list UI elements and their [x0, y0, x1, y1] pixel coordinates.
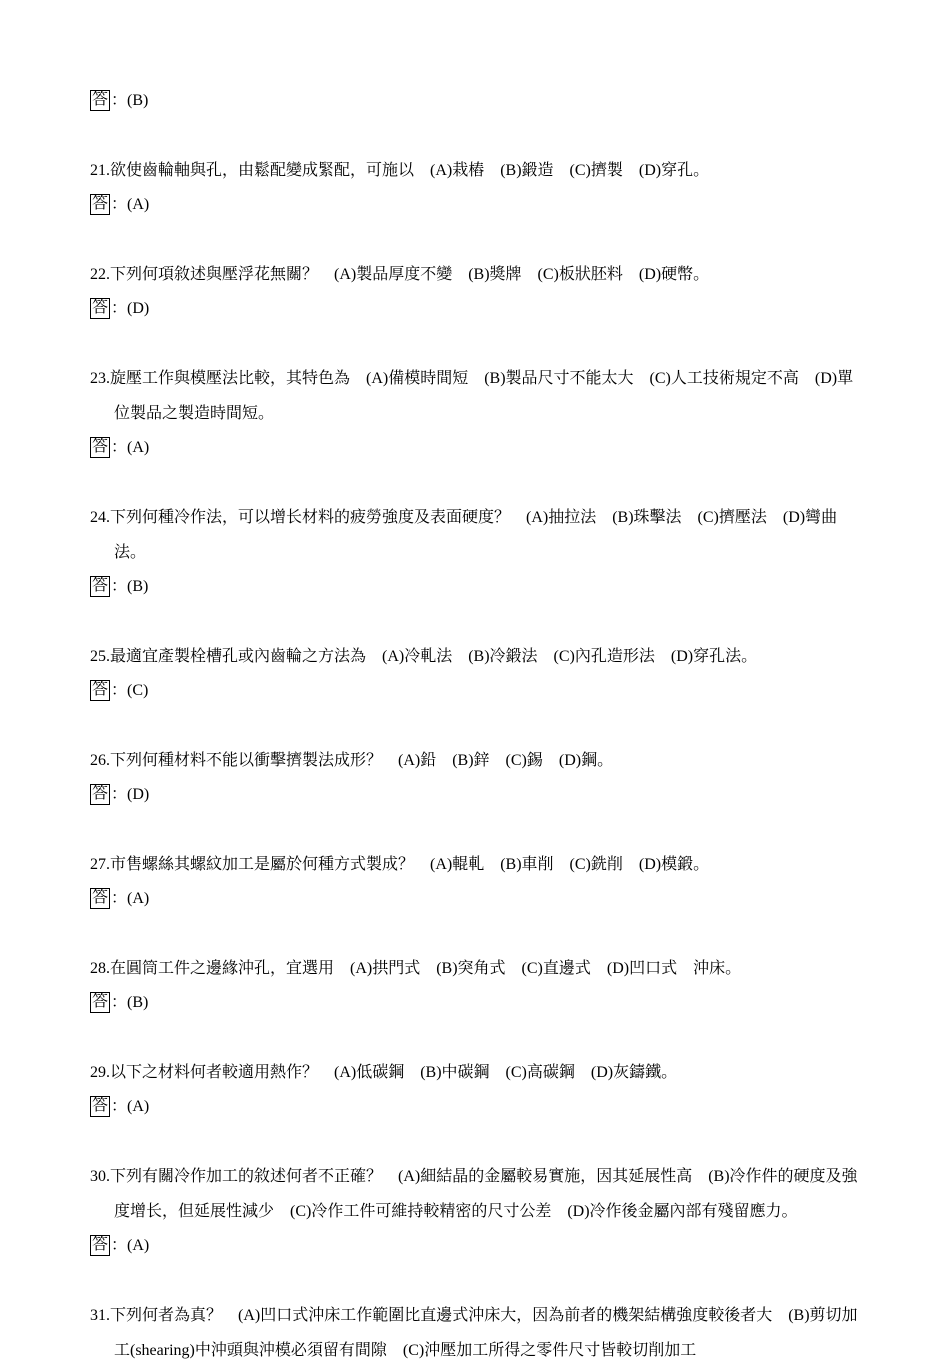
answer-value: ：(C) [111, 682, 149, 699]
answer-line [90, 296, 860, 322]
question-text: 以下之材料何者較適用熱作？ (A)低碳鋼 (B)中碳鋼 (C)高碳鋼 (D)灰鑄鐵。 [110, 1064, 678, 1081]
answer-label: 答 [90, 784, 110, 805]
question-text: 下列何項敘述與壓浮花無關？ (A)製品厚度不變 (B)獎牌 (C)板狀胚料 (D)硬幣。 [110, 266, 710, 283]
question-item [90, 500, 860, 570]
answer-line [90, 886, 860, 912]
answer-label: 答 [90, 680, 110, 701]
answer-line [90, 192, 860, 218]
question-number: 27. [90, 856, 110, 873]
answer-value: ：(A) [111, 439, 150, 456]
answer-value: ：(A) [111, 1098, 150, 1115]
question-number: 22. [90, 266, 110, 283]
answer-label: 答 [90, 90, 110, 111]
answer-label: 答 [90, 576, 110, 597]
answer-label: 答 [90, 298, 110, 319]
question-text: 最適宜產製栓槽孔或內齒輪之方法為 (A)冷軋法 (B)冷鍛法 (C)內孔造形法 (D)穿孔法。 [110, 648, 758, 665]
answer-line [90, 435, 860, 461]
question-number: 21. [90, 162, 110, 179]
question-item [90, 951, 860, 986]
answer-line [90, 1233, 860, 1259]
question-number: 28. [90, 960, 110, 977]
answer-line [90, 678, 860, 704]
question-number: 30. [90, 1168, 110, 1185]
question-text: 下列何者為真？ (A)凹口式沖床工作範圍比直邊式沖床大，因為前者的機架結構強度較後者大 (B)剪切加工(shearing)中沖頭與沖模必須留有間隙 (C)沖壓加工所得之零件尺寸皆較切削加工 [110, 1307, 858, 1359]
question-item [90, 1159, 860, 1229]
question-text: 在圓筒工件之邊緣沖孔，宜選用 (A)拱門式 (B)突角式 (C)直邊式 (D)凹口式 沖床。 [110, 960, 742, 977]
question-number: 31. [90, 1307, 110, 1324]
question-text: 旋壓工作與模壓法比較，其特色為 (A)備模時間短 (B)製品尺寸不能太大 (C)人工技術規定不高 (D)單位製品之製造時間短。 [110, 370, 854, 422]
question-text: 下列何種冷作法，可以增长材料的疲勞強度及表面硬度？ (A)抽拉法 (B)珠擊法 (C)擠壓法 (D)彎曲法。 [110, 509, 838, 561]
question-item [90, 1055, 860, 1090]
answer-value: ：(D) [111, 786, 150, 803]
question-text: 下列何種材料不能以衝擊擠製法成形？ (A)鉛 (B)鋅 (C)錫 (D)鋼。 [110, 752, 614, 769]
answer-label: 答 [90, 888, 110, 909]
question-item [90, 847, 860, 882]
question-number: 23. [90, 370, 110, 387]
answer-line [90, 574, 860, 600]
answer-label: 答 [90, 194, 110, 215]
answer-value: ：(A) [111, 196, 150, 213]
answer-value: ：(B) [111, 92, 149, 109]
answer-line [90, 88, 860, 114]
answer-value: ：(B) [111, 994, 149, 1011]
question-number: 26. [90, 752, 110, 769]
question-item [90, 639, 860, 674]
answer-label: 答 [90, 1096, 110, 1117]
answer-value: ：(D) [111, 300, 150, 317]
answer-value: ：(A) [111, 1237, 150, 1254]
question-text: 市售螺絲其螺紋加工是屬於何種方式製成？ (A)輥軋 (B)車削 (C)銑削 (D)模鍛。 [110, 856, 710, 873]
question-item [90, 1298, 860, 1368]
answer-label: 答 [90, 992, 110, 1013]
question-item [90, 153, 860, 188]
document-page [90, 88, 860, 1368]
answer-line [90, 1094, 860, 1120]
answer-line [90, 990, 860, 1016]
question-number: 25. [90, 648, 110, 665]
question-text: 欲使齒輪軸與孔，由鬆配變成緊配，可施以 (A)栽樁 (B)鍛造 (C)擠製 (D)穿孔。 [110, 162, 710, 179]
question-number: 29. [90, 1064, 110, 1081]
question-item [90, 257, 860, 292]
question-item [90, 743, 860, 778]
answer-value: ：(B) [111, 578, 149, 595]
question-item [90, 361, 860, 431]
answer-line [90, 782, 860, 808]
answer-label: 答 [90, 437, 110, 458]
question-number: 24. [90, 509, 110, 526]
question-text: 下列有關冷作加工的敘述何者不正確？ (A)細結晶的金屬較易實施，因其延展性高 (B)冷作件的硬度及強度增长，但延展性減少 (C)冷作工件可維持較精密的尺寸公差 (D)冷作後金屬內部有殘留應力。 [110, 1168, 858, 1220]
question-list [90, 153, 860, 1368]
answer-value: ：(A) [111, 890, 150, 907]
answer-label: 答 [90, 1235, 110, 1256]
